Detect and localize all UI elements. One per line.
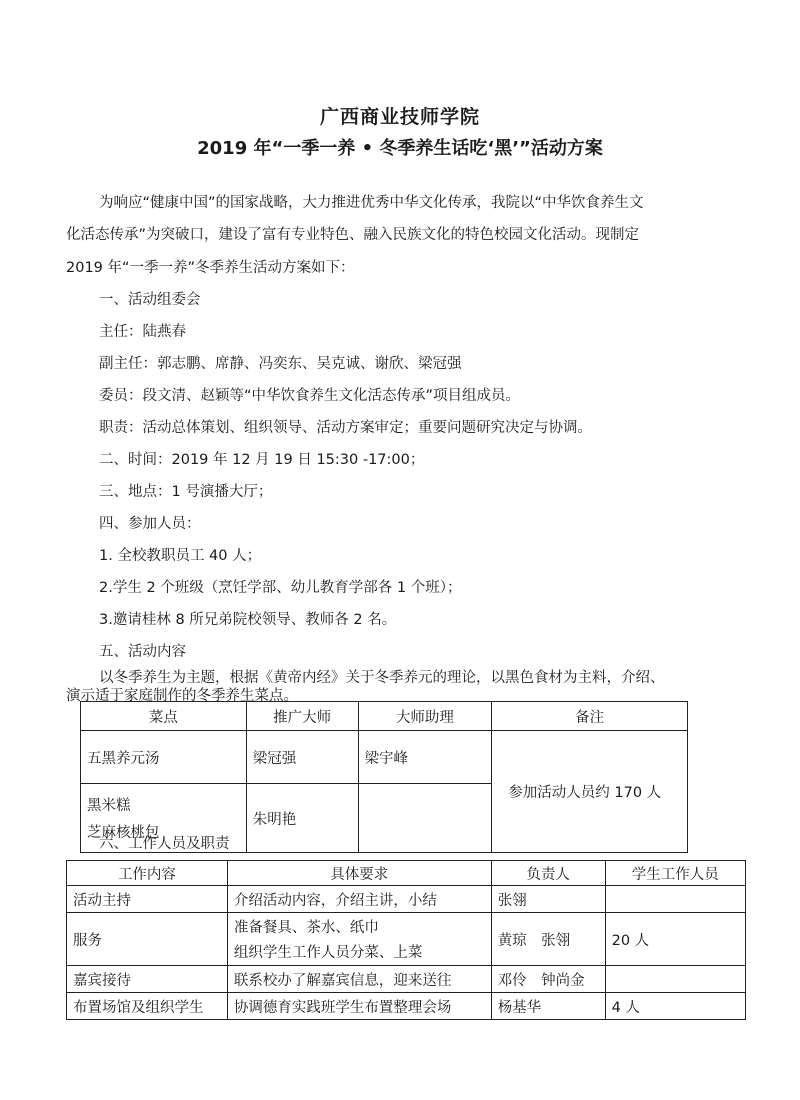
staff-requirement: 介绍活动内容，介绍主讲，小结 bbox=[227, 886, 491, 913]
staff-col-requirement: 具体要求 bbox=[227, 861, 491, 886]
menu-master: 朱明艳 bbox=[246, 784, 358, 853]
participants-item-1: 1. 全校教职员工 40 人； bbox=[99, 548, 262, 564]
content-heading: 五、活动内容 bbox=[99, 644, 186, 660]
document-title: 2019 年“一季一养 • 冬季养生话吃‘黑’”活动方案 bbox=[197, 138, 603, 159]
participants-heading: 四、参加人员： bbox=[99, 516, 201, 532]
participants-item-3: 3.邀请桂林 8 所兄弟院校领导、教师各 2 名。 bbox=[99, 612, 397, 628]
participants-item-2: 2.学生 2 个班级（烹饪学部、幼儿教育学部各 1 个班）； bbox=[99, 580, 462, 596]
staff-students: 4 人 bbox=[605, 993, 745, 1020]
intro-line-3: 2019 年“一季一养”冬季养生活动方案如下： bbox=[66, 260, 355, 276]
intro-line-2: 化活态传承”为突破口，建设了富有专业特色、融入民族文化的特色校园文化活动。现制定 bbox=[66, 227, 640, 243]
staff-owner: 邓伶 钟尚金 bbox=[491, 966, 605, 993]
staff-heading: 六、工作人员及职责 bbox=[99, 836, 230, 852]
committee-deputy: 副主任：郭志鹏、席静、冯奕东、吴克诚、谢欣、梁冠强 bbox=[99, 356, 462, 372]
staff-owner: 杨基华 bbox=[491, 993, 605, 1020]
table-row bbox=[67, 993, 746, 1020]
menu-col-master: 推广大师 bbox=[246, 702, 358, 731]
menu-table-header bbox=[81, 702, 688, 731]
committee-duties: 职责：活动总体策划、组织领导、活动方案审定；重要问题研究决定与协调。 bbox=[99, 420, 592, 436]
committee-director: 主任：陆燕春 bbox=[99, 324, 186, 340]
staff-owner: 黄琼 张翎 bbox=[491, 913, 605, 966]
staff-task: 布置场馆及组织学生 bbox=[67, 993, 228, 1020]
menu-table bbox=[80, 701, 688, 853]
menu-col-assistant: 大师助理 bbox=[358, 702, 492, 731]
menu-note: 参加活动人员约 170 人 bbox=[492, 731, 688, 853]
menu-col-note: 备注 bbox=[492, 702, 688, 731]
staff-requirement: 准备餐具、茶水、纸巾 bbox=[233, 920, 379, 936]
table-row bbox=[67, 966, 746, 993]
staff-requirement-cell bbox=[227, 913, 491, 966]
staff-students bbox=[605, 886, 745, 913]
menu-master: 梁冠强 bbox=[246, 731, 358, 784]
menu-dish: 芝麻核桃包 bbox=[87, 825, 160, 841]
staff-students: 20 人 bbox=[605, 913, 745, 966]
menu-dish: 黑米糕 bbox=[87, 798, 131, 814]
menu-assistant: 梁宇峰 bbox=[358, 731, 492, 784]
school-name: 广西商业技师学院 bbox=[319, 106, 480, 128]
event-location: 三、地点：1 号演播大厅； bbox=[99, 484, 273, 500]
staff-table-header bbox=[67, 861, 746, 886]
menu-dish: 五黑养元汤 bbox=[81, 731, 247, 784]
staff-task: 服务 bbox=[67, 913, 228, 966]
staff-task: 活动主持 bbox=[67, 886, 228, 913]
staff-col-task: 工作内容 bbox=[67, 861, 228, 886]
committee-members: 委员：段文清、赵颖等“中华饮食养生文化活态传承”项目组成员。 bbox=[99, 388, 521, 404]
staff-requirement: 组织学生工作人员分菜、上菜 bbox=[233, 945, 423, 961]
menu-col-dish: 菜点 bbox=[81, 702, 247, 731]
staff-col-owner: 负责人 bbox=[491, 861, 605, 886]
staff-requirement: 协调德育实践班学生布置整理会场 bbox=[227, 993, 491, 1020]
table-row bbox=[67, 886, 746, 913]
table-row bbox=[67, 913, 746, 966]
staff-owner: 张翎 bbox=[491, 886, 605, 913]
event-time: 二、时间：2019 年 12 月 19 日 15:30 -17:00； bbox=[99, 452, 425, 468]
intro-line-1: 为响应“健康中国”的国家战略，大力推进优秀中华文化传承，我院以“中华饮食养生文 bbox=[99, 195, 644, 211]
staff-requirement: 联系校办了解嘉宾信息，迎来送往 bbox=[227, 966, 491, 993]
content-text-1: 以冬季养生为主题，根据《黄帝内经》关于冬季养元的理论，以黑色食材为主料，介绍、 bbox=[99, 670, 665, 686]
staff-students bbox=[605, 966, 745, 993]
committee-heading: 一、活动组委会 bbox=[99, 292, 201, 308]
content-text-2: 演示适于家庭制作的冬季养生菜点。 bbox=[66, 688, 298, 704]
staff-table bbox=[66, 860, 746, 1020]
staff-col-students: 学生工作人员 bbox=[605, 861, 745, 886]
table-row bbox=[81, 731, 688, 784]
staff-task: 嘉宾接待 bbox=[67, 966, 228, 993]
